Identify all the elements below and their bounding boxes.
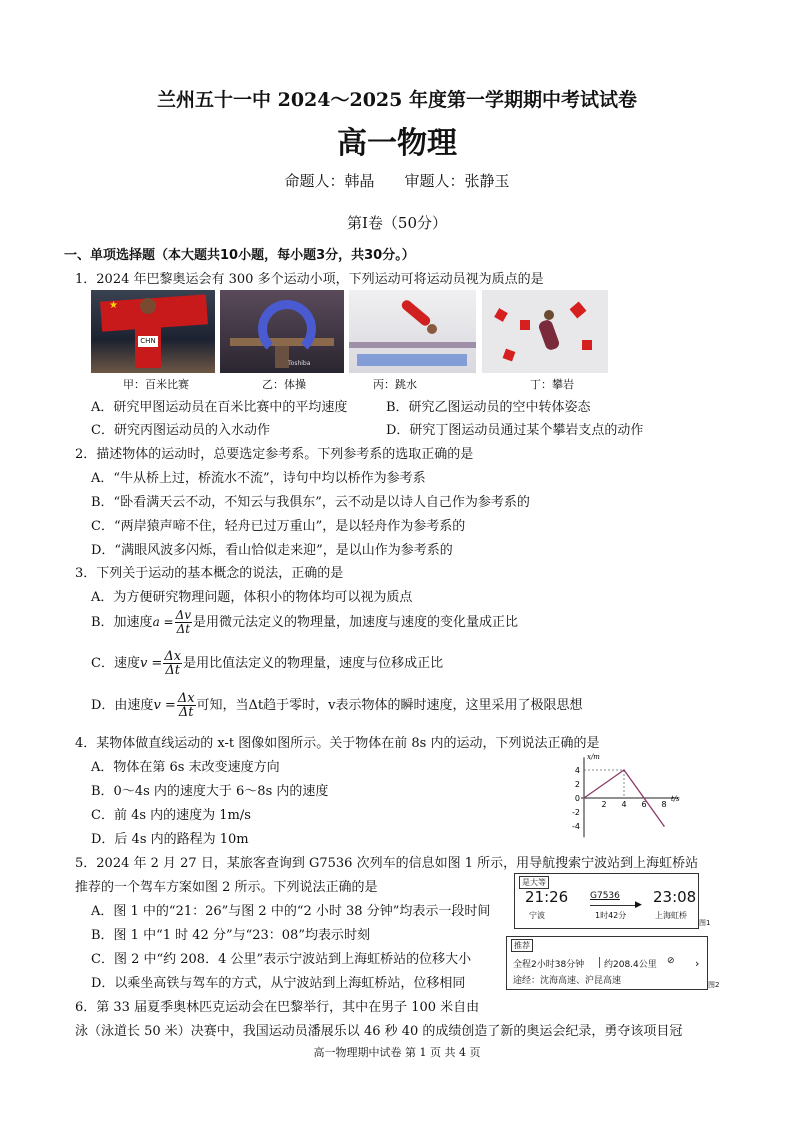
drive-route: 途经：沈海高速、沪昆高速 bbox=[513, 976, 622, 986]
duration: 1时42分 bbox=[595, 911, 627, 920]
arrive-time: 23:08 bbox=[653, 888, 697, 906]
traffic-light-icon: ⊘ bbox=[667, 956, 675, 966]
y-axis-label: x/m bbox=[587, 752, 600, 761]
subject-title: 高一物理 bbox=[337, 126, 457, 161]
q3-b-num: Δv bbox=[175, 608, 192, 622]
bib-number: CHN bbox=[138, 336, 158, 347]
xt-data-point bbox=[623, 769, 625, 771]
q3-b-den: Δt bbox=[176, 622, 191, 636]
volume-heading: 第Ⅰ卷（50分） bbox=[346, 214, 447, 232]
q3-option-d bbox=[91, 692, 583, 720]
driving-plan-card bbox=[506, 936, 708, 990]
q3-c-den: Δt bbox=[165, 663, 180, 678]
drive-duration: 全程2小时38分钟 bbox=[513, 960, 585, 970]
y-tick-label: 2 bbox=[574, 780, 580, 789]
caption-bing: 丙：跳水 bbox=[373, 378, 417, 391]
q4-stem: 4．某物体做直线运动的 x-t 图像如图所示。关于物体在前 8s 内的运动，下列说法正确的是 bbox=[75, 736, 600, 751]
q1-option-a: A．研究甲图运动员在百米比赛中的平均速度 bbox=[91, 400, 348, 415]
q5-option-a: A．图 1 中的“21：26”与图 2 中的“2 小时 38 分钟”均表示一段时间 bbox=[91, 904, 491, 919]
q3-option-c bbox=[91, 650, 443, 678]
q3-b-prefix: B．加速度 bbox=[91, 615, 153, 630]
q2-stem: 2．描述物体的运动时，总要选定参考系。下列参考系的选取正确的是 bbox=[75, 447, 474, 462]
sprint-photo bbox=[91, 290, 215, 373]
recommend-tag: 推荐 bbox=[511, 939, 533, 952]
q3-d-den: Δt bbox=[178, 705, 194, 720]
q3-d-fraction bbox=[177, 692, 196, 719]
q6-line1: 6．第 33 届夏季奥林匹克运动会在巴黎举行，其中在男子 100 米自由 bbox=[75, 1000, 480, 1015]
q3-d-lhs: v = bbox=[153, 698, 176, 713]
q4-option-b: B．0～4s 内的速度大于 6～8s 内的速度 bbox=[91, 784, 329, 799]
depart-time: 21:26 bbox=[525, 888, 569, 906]
q5-stem-line1: 5．2024 年 2 月 27 日，某旅客查询到 G7536 次列车的信息如图 1 所示，用导航搜索宁波站到上海虹桥站 bbox=[75, 856, 699, 871]
xt-graph bbox=[560, 752, 690, 848]
q5-option-d: D．以乘坐高铁与驾车的方式，从宁波站到上海虹桥站，位移相同 bbox=[91, 976, 466, 991]
xt-data-point bbox=[583, 797, 585, 799]
y-tick-label: 0 bbox=[574, 794, 580, 803]
q3-stem: 3．下列关于运动的基本概念的说法，正确的是 bbox=[75, 566, 344, 581]
q2-option-d: D．“满眼风波多闪烁，看山恰似走来迎”，是以山作为参考系的 bbox=[91, 543, 453, 558]
train-info-card bbox=[514, 873, 699, 929]
q1-option-b: B．研究乙图运动员的空中转体姿态 bbox=[386, 400, 591, 415]
page-footer: 高一物理期中试卷 第 1 页 共 4 页 bbox=[313, 1046, 481, 1059]
climbing-photo bbox=[482, 290, 608, 373]
q3-d-suffix: 可知，当Δt趋于零时，v表示物体的瞬时速度，这里采用了极限思想 bbox=[196, 698, 583, 713]
q3-c-prefix: C．速度 bbox=[91, 656, 140, 671]
q3-c-num: Δx bbox=[164, 649, 182, 664]
q3-c-lhs: v = bbox=[139, 656, 163, 671]
q3-c-suffix: 是用比值法定义的物理量，速度与位移成正比 bbox=[183, 656, 444, 671]
q1-option-d: D．研究丁图运动员通过某个攀岩支点的动作 bbox=[386, 423, 644, 438]
caption-ding: 丁：攀岩 bbox=[530, 378, 574, 391]
q2-option-c: C．“两岸猿声啼不住，轻舟已过万重山”，是以轻舟作为参考系的 bbox=[91, 519, 466, 534]
q3-b-lhs: a = bbox=[152, 615, 174, 629]
q1-option-c: C．研究丙图运动员的入水动作 bbox=[91, 423, 270, 438]
sponsor-logo: Toshiba bbox=[288, 360, 311, 367]
xt-data-point bbox=[663, 825, 665, 827]
x-tick-label: 4 bbox=[621, 800, 627, 809]
fig2-label: 图2 bbox=[708, 981, 720, 989]
depart-station: 宁波 bbox=[529, 911, 545, 920]
q1-stem: 1．2024 年巴黎奥运会有 300 多个运动小项，下列运动可将运动员视为质点的是 bbox=[75, 272, 544, 287]
diving-photo bbox=[349, 290, 476, 373]
q3-b-suffix: 是用微元法定义的物理量，加速度与速度的变化量成正比 bbox=[193, 615, 519, 630]
authors-line: 命题人：韩晶 审题人：张静玉 bbox=[284, 172, 510, 190]
exam-title: 兰州五十一中 2024～2025 年度第一学期期中考试试卷 bbox=[157, 89, 637, 111]
caption-jia: 甲：百米比赛 bbox=[123, 378, 189, 391]
gymnastics-photo bbox=[220, 290, 344, 373]
x-tick-label: 8 bbox=[661, 800, 667, 809]
q3-option-b bbox=[91, 608, 518, 637]
q5-stem-line2: 推荐的一个驾车方案如图 2 所示。下列说法正确的是 bbox=[75, 880, 378, 895]
q3-b-fraction bbox=[175, 609, 192, 636]
fig1-label: 图1 bbox=[699, 919, 711, 927]
y-tick-label: -4 bbox=[572, 822, 580, 831]
chevron-right-icon[interactable]: › bbox=[695, 957, 700, 970]
arrow-head-icon: ▶ bbox=[635, 900, 642, 910]
train-number: G7536 bbox=[590, 891, 620, 901]
q3-d-num: Δx bbox=[177, 691, 195, 706]
q5-option-b: B．图 1 中“1 时 42 分”与“23：08”均表示时刻 bbox=[91, 928, 370, 943]
x-tick-label: 2 bbox=[601, 800, 607, 809]
q2-option-a: A．“牛从桥上过，桥流水不流”，诗句中均以桥作为参考系 bbox=[91, 471, 426, 486]
q4-option-a: A．物体在第 6s 末改变速度方向 bbox=[91, 760, 280, 775]
q5-option-c: C．图 2 中“约 208．4 公里”表示宁波站到上海虹桥站的位移大小 bbox=[91, 952, 472, 967]
drive-distance: 约208.4公里 bbox=[604, 960, 657, 970]
y-tick-label: -2 bbox=[572, 808, 580, 817]
caption-yi: 乙：体操 bbox=[262, 378, 306, 391]
divider bbox=[599, 957, 600, 968]
x-axis-label: t/s bbox=[671, 795, 680, 803]
q3-option-a: A．为方便研究物理问题，体积小的物体均可以视为质点 bbox=[91, 590, 413, 605]
star-icon: ★ bbox=[109, 300, 118, 311]
q3-d-prefix: D．由速度 bbox=[91, 698, 154, 713]
arrive-station: 上海虹桥 bbox=[655, 911, 687, 920]
q3-c-fraction bbox=[163, 650, 182, 677]
q2-option-b: B．“卧看满天云不动，不知云与我俱东”，云不动是以诗人自己作为参考系的 bbox=[91, 495, 530, 510]
y-tick-label: 4 bbox=[574, 766, 580, 775]
q4-option-d: D．后 4s 内的路程为 10m bbox=[91, 832, 249, 847]
q4-option-c: C．前 4s 内的速度为 1m/s bbox=[91, 808, 251, 823]
x-tick-label: 6 bbox=[641, 800, 647, 809]
route-arrow bbox=[590, 905, 638, 906]
q6-line2: 泳（泳道长 50 米）决赛中，我国运动员潘展乐以 46 秒 40 的成绩创造了新的奥运会纪录，勇夺该项目冠 bbox=[75, 1024, 683, 1039]
train-tag: 是大等 bbox=[519, 876, 549, 889]
section-heading: 一、单项选择题（本大题共10小题，每小题3分，共30分。） bbox=[64, 248, 415, 263]
